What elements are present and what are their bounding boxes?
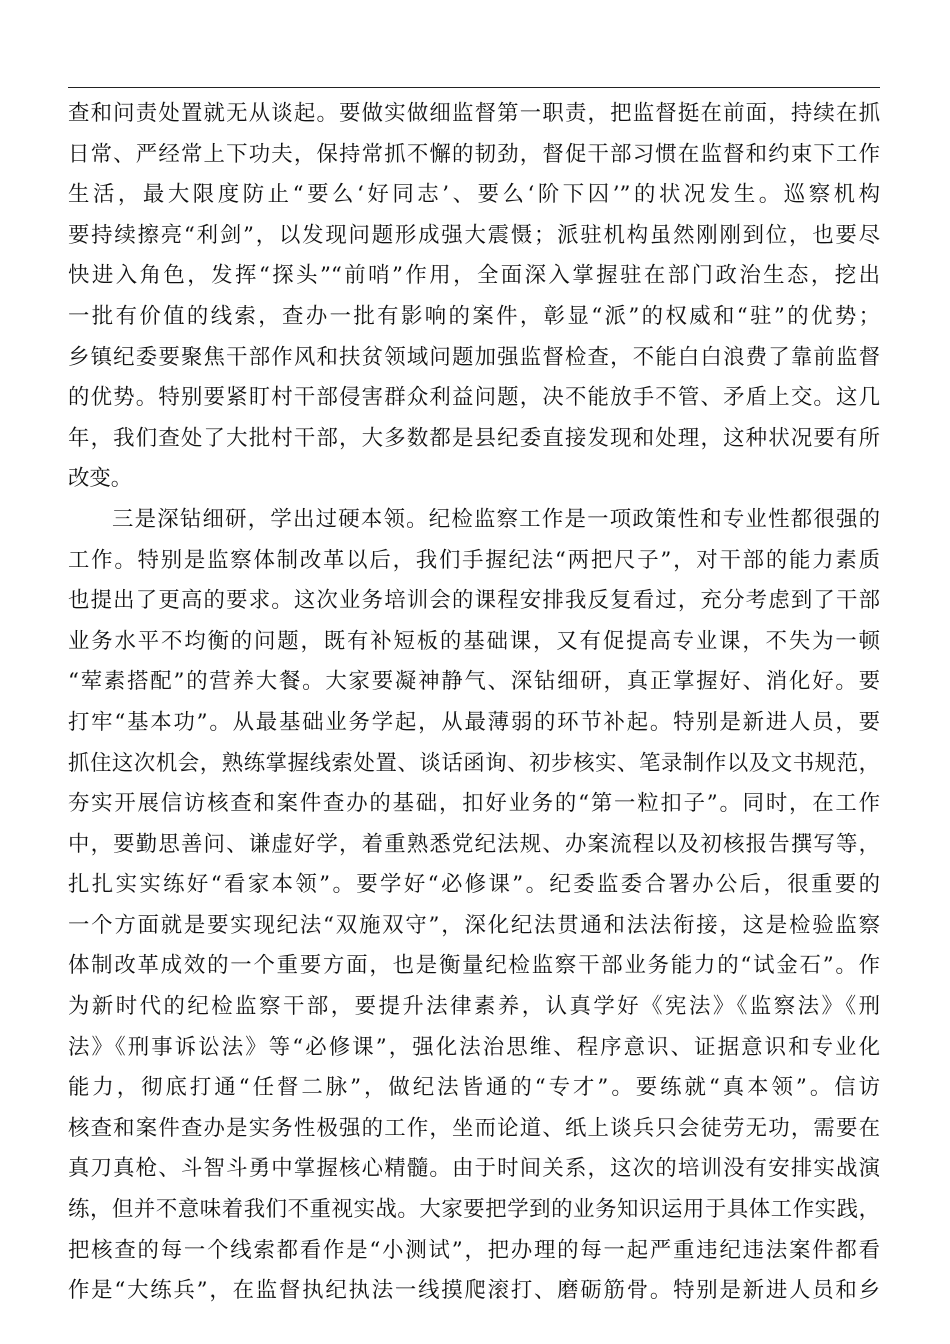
text-line: 快进入角色，发挥“探头”“前哨”作用，全面深入掌握驻在部门政治生态，挖出 [68,263,880,289]
text-line: 日常、严经常上下功夫，保持常抓不懈的韧劲，督促干部习惯在监督和约束下工作 [68,141,880,167]
text-line: 也提出了更高的要求。这次业务培训会的课程安排我反复看过，充分考虑到了干部 [68,588,880,614]
text-line: 查和问责处置就无从谈起。要做实做细监督第一职责，把监督挺在前面，持续在抓 [68,101,880,126]
text-line: 业务水平不均衡的问题，既有补短板的基础课，又有促提高专业课，不失为一顿 [68,628,880,654]
text-line: 为新时代的纪检监察干部，要提升法律素养，认真学好《宪法》《监察法》《刑 [68,994,880,1020]
text-line: 的优势。特别要紧盯村干部侵害群众利益问题，决不能放手不管、矛盾上交。这几 [68,385,880,411]
text-line: 三是深钻细研，学出过硬本领。纪检监察工作是一项政策性和专业性都很强的 [112,506,880,532]
text-line: 真刀真枪、斗智斗勇中掌握核心精髓。由于时间关系，这次的培训没有安排实战演 [68,1156,880,1182]
text-line: 抓住这次机会，熟练掌握线索处置、谈话函询、初步核实、笔录制作以及文书规范， [68,750,880,776]
text-line: 练，但并不意味着我们不重视实战。大家要把学到的业务知识运用于具体工作实践， [68,1197,880,1223]
text-line: 一批有价值的线索，查办一批有影响的案件，彰显“派”的权威和“驻”的优势； [68,303,880,329]
text-line: 扎扎实实练好“看家本领”。要学好“必修课”。纪委监委合署办公后，很重要的 [68,872,880,898]
text-line: 打牢“基本功”。从最基础业务学起，从最薄弱的环节补起。特别是新进人员，要 [68,709,880,735]
text-line: 工作。特别是监察体制改革以后，我们手握纪法“两把尺子”，对干部的能力素质 [68,547,880,573]
text-line: 年，我们查处了大批村干部，大多数都是县纪委直接发现和处理，这种状况要有所 [68,425,880,451]
paragraph [68,94,880,500]
text-line: 能力，彻底打通“任督二脉”，做纪法皆通的“专才”。要练就“真本领”。信访 [68,1075,880,1101]
text-line: 法》《刑事诉讼法》等“必修课”，强化法治思维、程序意识、证据意识和专业化 [68,1034,880,1060]
text-line: 核查和案件查办是实务性极强的工作，坐而论道、纸上谈兵只会徒劳无功，需要在 [68,1115,880,1141]
text-line: 一个方面就是要实现纪法“双施双守”，深化纪法贯通和法法衔接，这是检验监察 [68,912,880,938]
text-line: 生活，最大限度防止“要么‘好同志’、要么‘阶下囚’”的状况发生。巡察机构 [68,182,880,208]
paragraph [68,500,880,1312]
text-line: 中，要勤思善问、谦虚好学，着重熟悉党纪法规、办案流程以及初核报告撰写等， [68,831,880,857]
text-line: “荤素搭配”的营养大餐。大家要凝神静气、深钻细研，真正掌握好、消化好。要 [68,669,880,695]
header-rule [68,87,880,88]
text-line: 改变。 [68,466,133,492]
text-line: 乡镇纪委要聚焦干部作风和扶贫领域问题加强监督检查，不能白白浪费了靠前监督 [68,344,880,370]
text-line: 把核查的每一个线索都看作是“小测试”，把办理的每一起严重违纪违法案件都看 [68,1237,880,1263]
text-line: 作是“大练兵”，在监督执纪执法一线摸爬滚打、磨砺筋骨。特别是新进人员和乡 [68,1278,880,1304]
body-text [68,94,880,1312]
text-line: 夯实开展信访核查和案件查办的基础，扣好业务的“第一粒扣子”。同时，在工作 [68,791,880,817]
text-line: 体制改革成效的一个重要方面，也是衡量纪检监察干部业务能力的“试金石”。作 [68,953,880,979]
text-line: 要持续擦亮“利剑”，以发现问题形成强大震慑；派驻机构虽然刚刚到位，也要尽 [68,222,880,248]
